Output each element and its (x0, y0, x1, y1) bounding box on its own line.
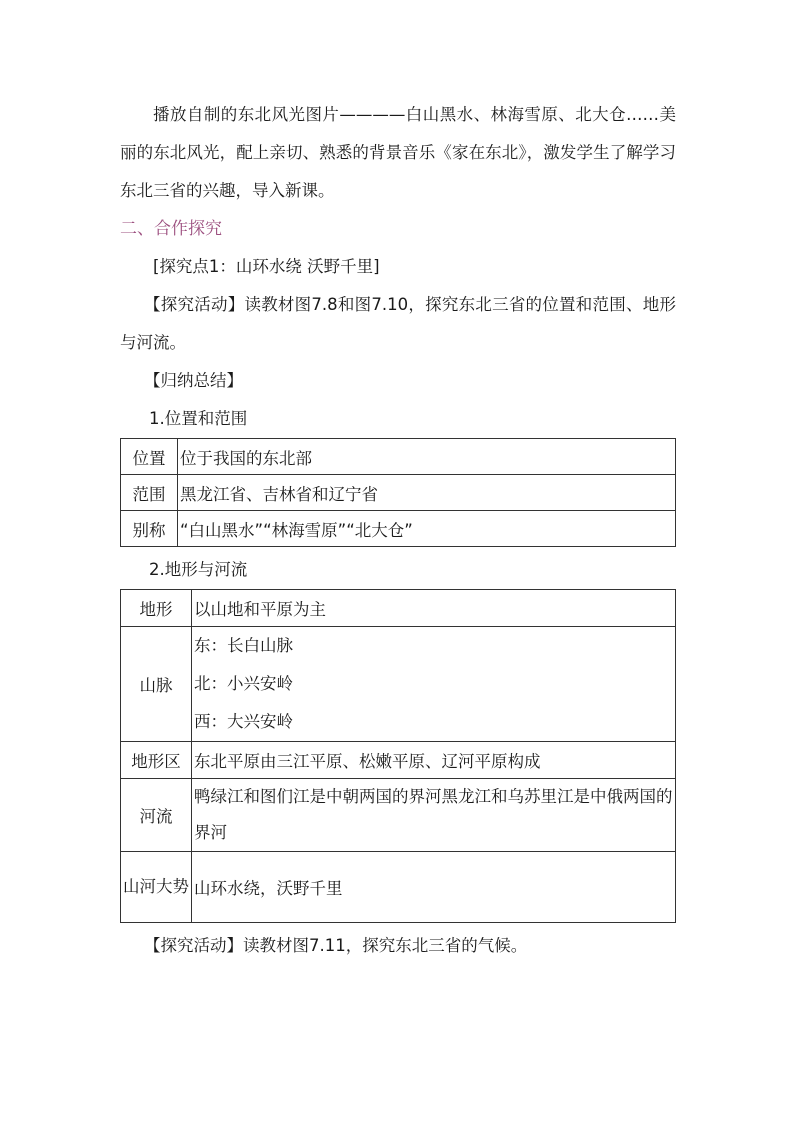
table-row (121, 779, 676, 852)
row-value: 黑龙江省、吉林省和辽宁省 (178, 475, 676, 511)
row-key: 河流 (121, 779, 192, 852)
table-row (121, 511, 676, 547)
row-value: 东北平原由三江平原、松嫩平原、辽河平原构成 (192, 742, 676, 779)
table-row (121, 590, 676, 627)
row-value: 以山地和平原为主 (192, 590, 676, 627)
mountains-cell (192, 627, 676, 742)
terrain-table (120, 589, 676, 923)
row-key: 山河大势 (121, 852, 192, 923)
activity-paragraph-1: 【探究活动】读教材图7.8和图7.10，探究东北三省的位置和范围、地形与河流。 (120, 295, 676, 352)
row-key: 范围 (121, 475, 178, 511)
row-value: 山环水绕，沃野千里 (192, 852, 676, 923)
table-row (121, 852, 676, 923)
table-row (121, 627, 676, 742)
table-row (121, 475, 676, 511)
row-key: 山脉 (121, 627, 192, 742)
row-key: 地形区 (121, 742, 192, 779)
subheading-terrain: 2.地形与河流 (149, 560, 248, 579)
location-table (120, 438, 676, 547)
mountain-east: 东：长白山脉 (194, 636, 293, 655)
row-key: 位置 (121, 439, 178, 475)
activity-paragraph-2: 【探究活动】读教材图7.11，探究东北三省的气候。 (144, 936, 528, 955)
row-key: 别称 (121, 511, 178, 547)
intro-paragraph: 播放自制的东北风光图片————白山黑水、林海雪原、北大仓……美丽的东北风光，配上亲切、熟悉的背景音乐《家在东北》，激发学生了解学习东北三省的兴趣，导入新课。 (120, 105, 676, 200)
row-value: “白山黑水”“林海雪原”“北大仓” (178, 511, 676, 547)
mountain-north: 北：小兴安岭 (194, 674, 293, 693)
exploration-point-1: [探究点1：山环水绕 沃野千里] (153, 257, 380, 276)
table-row (121, 742, 676, 779)
document-page (120, 96, 676, 965)
mountain-west: 西：大兴安岭 (194, 712, 293, 731)
row-key: 地形 (121, 590, 192, 627)
row-value: 鸭绿江和图们江是中朝两国的界河黑龙江和乌苏里江是中俄两国的界河 (192, 779, 676, 852)
section-heading: 二、合作探究 (120, 219, 222, 239)
summary-label: 【归纳总结】 (144, 371, 243, 390)
subheading-location: 1.位置和范围 (149, 409, 248, 428)
row-value: 位于我国的东北部 (178, 439, 676, 475)
table-row (121, 439, 676, 475)
